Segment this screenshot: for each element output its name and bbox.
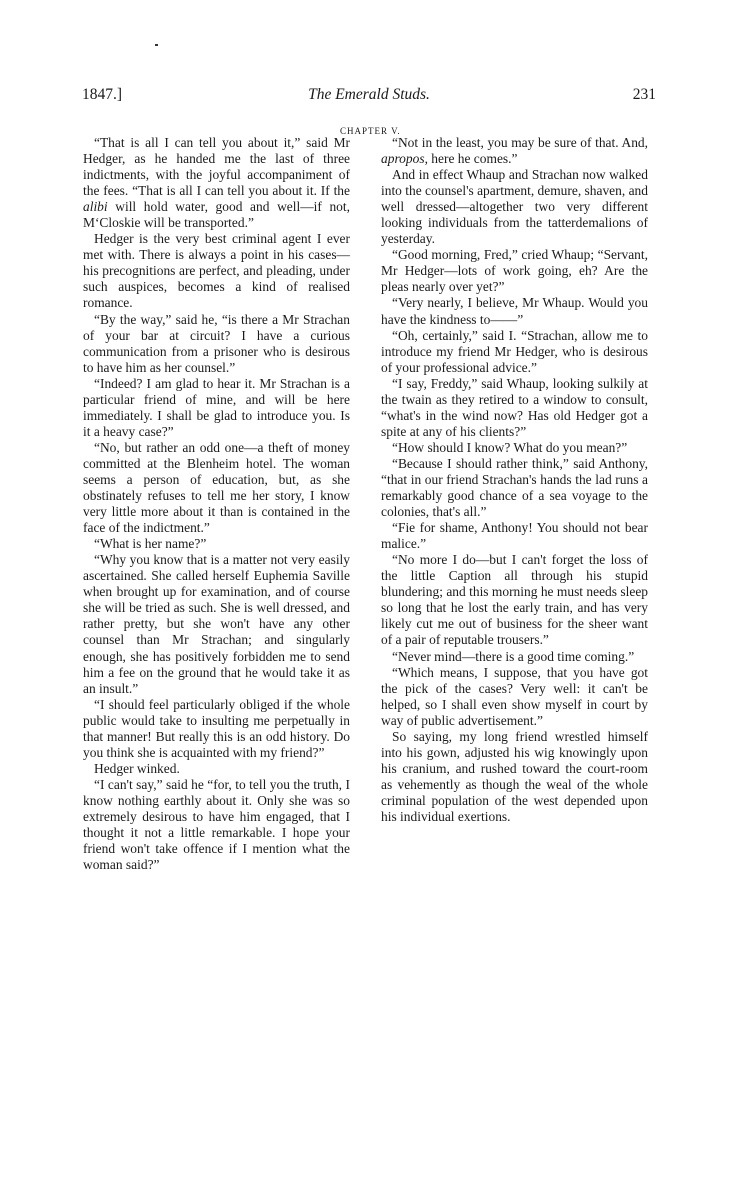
paragraph: “Very nearly, I believe, Mr Whaup. Would you have the kindness to——”: [381, 295, 648, 327]
paragraph: So saying, my long friend wrestled himself into his gown, adjusted his wig knowingly upon his cranium, and rushed toward the court-room as vehemently as though the weal of the whole criminal population of the west depended upon his individual exertions.: [381, 728, 648, 824]
paragraph: “Oh, certainly,” said I. “Strachan, allow me to introduce my friend Mr Hedger, who is desirous of your professional advice.”: [381, 327, 648, 375]
paragraph: “What is her name?”: [94, 536, 207, 552]
header-year: 1847.]: [82, 86, 123, 103]
page-number: 231: [632, 86, 656, 103]
paragraph: And in effect Whaup and Strachan now walked into the counsel's apartment, demure, shaven, and well dressed—altogether two very different looking individuals from the tatterdemalions of yesterday.: [381, 167, 648, 247]
paragraph: “No more I do—but I can't forget the loss of the little Caption all through his stupid blundering; and this morning he must needs sleep so long that he lost the early train, and has very likely cut me out of business for the sheer want of a pair of reputable trousers.”: [381, 552, 648, 648]
left-column: [83, 135, 350, 873]
paragraph: “Not in the least, you may be sure of that. And, apropos, here he comes.”: [381, 135, 648, 167]
paragraph: “By the way,” said he, “is there a Mr Strachan of your bar at circuit? I have a curious communication from a prisoner who is desirous to have him as her counsel.”: [83, 311, 350, 375]
paragraph: “That is all I can tell you about it,” said Mr Hedger, as he handed me the last of three indictments, with the joyful accompaniment of the fees. “That is all I can tell you about it. If the alibi will hold water, good and well—if not, M‘Closkie will be transported.”: [83, 135, 350, 231]
paragraph: Hedger winked.: [94, 760, 180, 776]
paragraph: “I can't say,” said he “for, to tell you the truth, I know nothing earthly about it. Only she was so extremely desirous to have him engaged, that I thought it not a little remarkable. I hope your friend won't take offence if I mention what the woman said?”: [83, 776, 350, 873]
paragraph: “Fie for shame, Anthony! You should not bear malice.”: [381, 520, 648, 552]
paragraph: “Never mind—there is a good time coming.”: [392, 648, 635, 664]
paragraph: “Good morning, Fred,” cried Whaup; “Servant, Mr Hedger—lots of work going, eh? Are the pleas nearly over yet?”: [381, 247, 648, 295]
running-head: [82, 86, 656, 108]
ink-speck: [155, 44, 158, 46]
chapter-heading: CHAPTER V.: [340, 126, 401, 136]
paragraph: “How should I know? What do you mean?”: [392, 439, 628, 455]
paragraph: “Which means, I suppose, that you have got the pick of the cases? Very well: it can't be helped, so I shall even show myself in court by way of public advertisement.”: [381, 664, 648, 728]
paragraph: Hedger is the very best criminal agent I ever met with. There is always a point in his cases—his precognitions are perfect, and pleading, under such auspices, becomes a kind of realised romance.: [83, 231, 350, 311]
right-column: [381, 135, 648, 825]
paragraph: “I should feel particularly obliged if the whole public would take to insulting me perpetually in that manner! But really this is an odd history. Do you think she is acquainted with my friend?”: [83, 696, 350, 760]
paragraph: “Because I should rather think,” said Anthony, “that in our friend Strachan's hands the lad runs a remarkably good chance of a sea voyage to the colonies, that's all.”: [381, 455, 648, 520]
paragraph: “Indeed? I am glad to hear it. Mr Strachan is a particular friend of mine, and will be here immediately. I shall be glad to introduce you. Is it a heavy case?”: [83, 375, 350, 439]
paragraph: “No, but rather an odd one—a theft of money committed at the Blenheim hotel. The woman seems a person of education, but, as she obstinately refuses to tell me her story, I know very little more about it than is contained in the face of the indictment.”: [83, 439, 350, 536]
paragraph: “Why you know that is a matter not very easily ascertained. She called herself Euphemia Saville when brought up for examination, and of course she will be tried as such. She is well dressed, and rather pretty, but she won't have any other counsel than Mr Strachan; and singularly enough, she has positively forbidden me to send him a fee on the ground that he would take it as an insult.”: [83, 552, 350, 696]
paragraph: “I say, Freddy,” said Whaup, looking sulkily at the twain as they retired to a window to consult, “what's in the wind now? Has old Hedger got a spite at any of his clients?”: [381, 375, 648, 439]
header-title: The Emerald Studs.: [308, 86, 430, 103]
